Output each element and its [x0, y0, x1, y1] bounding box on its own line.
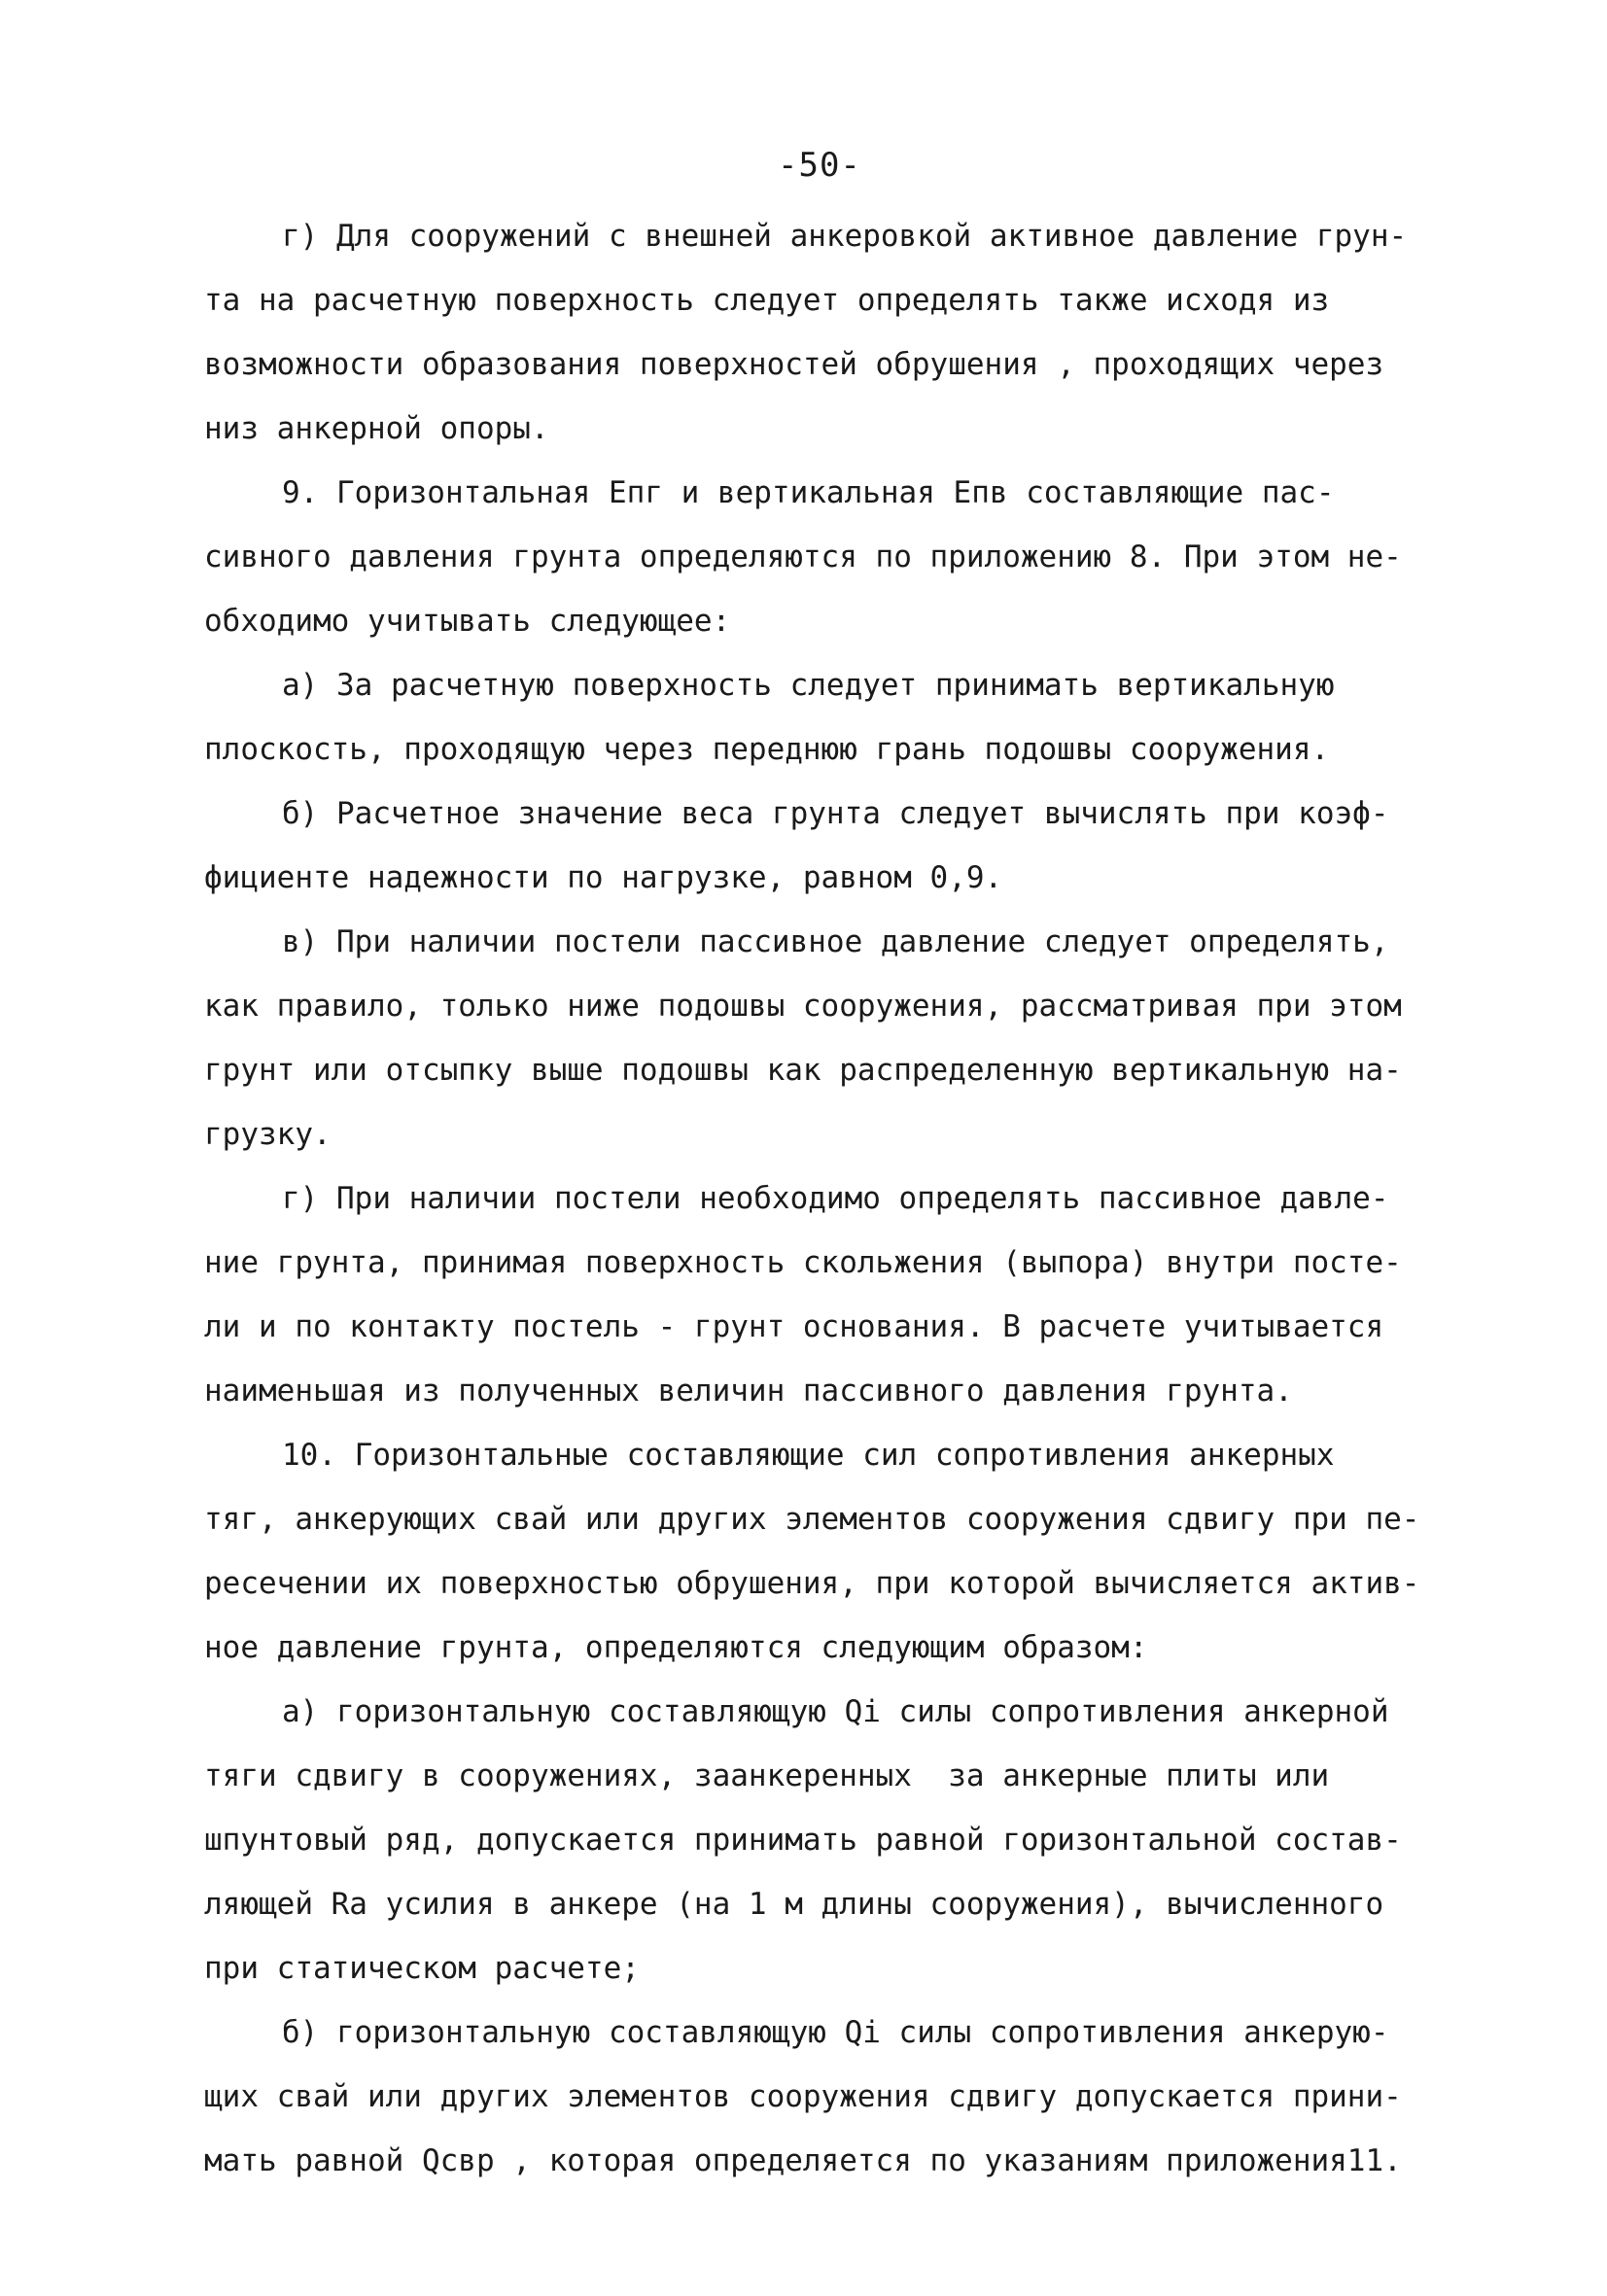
text-line: щих свай или других элементов сооружения сдвигу допускается прини- — [204, 2079, 1402, 2114]
text-line: та на расчетную поверхность следует определять также исходя из — [204, 283, 1330, 318]
text-line: 9. Горизонтальная Eпг и вертикальная Eпв составляющие пас- — [282, 475, 1335, 510]
text-line: г) При наличии постели необходимо определять пассивное давле- — [282, 1181, 1389, 1216]
text-line: ляющей Ra усилия в анкере (на 1 м длины сооружения), вычисленного — [204, 1887, 1384, 1922]
text-line: обходимо учитывать следующее: — [204, 604, 731, 639]
text-line: фициенте надежности по нагрузке, равном 0,9. — [204, 860, 1003, 895]
text-line: мать равной Qсвр , которая определяется по указаниям приложения11. — [204, 2143, 1402, 2178]
text-line: наименьшая из полученных величин пассивного давления грунта. — [204, 1374, 1293, 1409]
text-line: возможности образования поверхностей обрушения , проходящих через — [204, 347, 1384, 382]
text-line: при статическом расчете; — [204, 1951, 640, 1986]
text-line: ресечении их поверхностью обрушения, при которой вычисляется актив- — [204, 1566, 1420, 1601]
text-line: низ анкерной опоры. — [204, 411, 549, 446]
text-line: ние грунта, принимая поверхность скольжения (выпора) внутри посте- — [204, 1245, 1402, 1280]
text-line: г) Для сооружений с внешней анкеровкой активное давление грун- — [282, 219, 1408, 254]
text-line: б) горизонтальную составляющую Qi силы сопротивления анкерую- — [282, 2015, 1389, 2050]
text-line: грунт или отсыпку выше подошвы как распределенную вертикальную на- — [204, 1053, 1402, 1088]
text-line: тяг, анкерующих свай или других элементов сооружения сдвигу при пе- — [204, 1502, 1420, 1537]
text-line: как правило, только ниже подошвы сооружения, рассматривая при этом — [204, 989, 1402, 1024]
text-line: а) горизонтальную составляющую Qi силы сопротивления анкерной — [282, 1694, 1389, 1729]
text-line: а) За расчетную поверхность следует принимать вертикальную — [282, 668, 1335, 703]
text-line: б) Расчетное значение веса грунта следует вычислять при коэф- — [282, 796, 1389, 831]
text-line: шпунтовый ряд, допускается принимать равной горизонтальной состав- — [204, 1823, 1402, 1858]
text-line: в) При наличии постели пассивное давление следует определять, — [282, 924, 1389, 959]
body-text — [204, 204, 1429, 2193]
text-line: сивного давления грунта определяются по приложению 8. При этом не- — [204, 539, 1402, 574]
text-line: грузку. — [204, 1117, 332, 1152]
page-number: -50- — [778, 146, 861, 185]
text-line: плоскость, проходящую через переднюю грань подошвы сооружения. — [204, 732, 1330, 767]
text-line: 10. Горизонтальные составляющие сил сопротивления анкерных — [282, 1438, 1335, 1473]
text-line: тяги сдвигу в сооружениях, заанкеренных за анкерные плиты или — [204, 1758, 1330, 1793]
text-line: ли и по контакту постель - грунт основания. В расчете учитывается — [204, 1309, 1384, 1344]
text-line: ное давление грунта, определяются следующим образом: — [204, 1630, 1148, 1665]
